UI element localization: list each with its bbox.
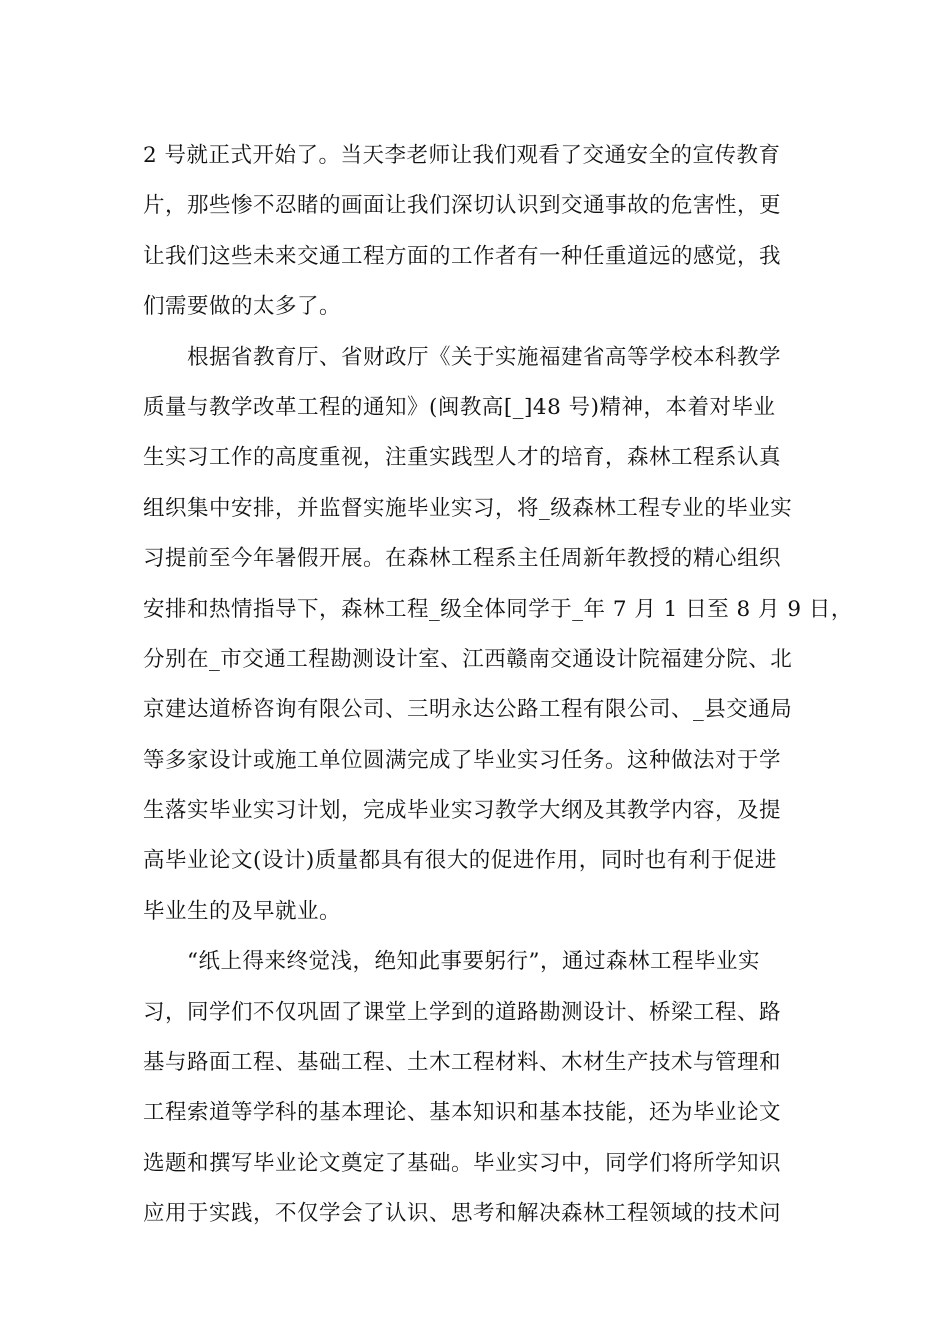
text-line: 们需要做的太多了。 — [143, 294, 342, 320]
text-line: 毕业生的及早就业。 — [143, 898, 342, 924]
paragraph-first-line: “纸上得来终觉浅，绝知此事要躬行”，通过森林工程毕业实 — [187, 949, 760, 975]
text-line: 应用于实践，不仅学会了认识、思考和解决森林工程领域的技术问 — [143, 1201, 782, 1227]
text-line: 京建达道桥咨询有限公司、三明永达公路工程有限公司、_县交通局 — [143, 697, 793, 723]
text-line: 组织集中安排，并监督实施毕业实习，将_级森林工程专业的毕业实 — [143, 495, 793, 521]
text-line: 安排和热情指导下，森林工程_级全体同学于_年 7 月 1 日至 8 月 9 日， — [143, 596, 853, 622]
document-body — [143, 131, 853, 1240]
text-line: 习提前至今年暑假开展。在森林工程系主任周新年教授的精心组织 — [143, 546, 782, 572]
text-line: 等多家设计或施工单位圆满完成了毕业实习任务。这种做法对于学 — [143, 747, 782, 773]
text-line: 片，那些惨不忍睹的画面让我们深切认识到交通事故的危害性，更 — [143, 193, 782, 219]
text-line: 质量与教学改革工程的通知》(闽教高[_]48 号)精神，本着对毕业 — [143, 394, 776, 420]
text-line: 分别在_市交通工程勘测设计室、江西赣南交通设计院福建分院、北 — [143, 646, 793, 672]
text-line: 高毕业论文(设计)质量都具有很大的促进作用，同时也有利于促进 — [143, 848, 777, 874]
text-line: 工程索道等学科的基本理论、基本知识和基本技能，还为毕业论文 — [143, 1100, 782, 1126]
text-line: 2 号就正式开始了。当天李老师让我们观看了交通安全的宣传教育 — [143, 143, 781, 168]
text-line: 选题和撰写毕业论文奠定了基础。毕业实习中，同学们将所学知识 — [143, 1150, 782, 1176]
text-line: 生实习工作的高度重视，注重实践型人才的培育，森林工程系认真 — [143, 445, 782, 471]
text-line: 让我们这些未来交通工程方面的工作者有一种任重道远的感觉，我 — [143, 243, 782, 269]
paragraph-first-line: 根据省教育厅、省财政厅《关于实施福建省高等学校本科教学 — [187, 344, 782, 370]
text-line: 习，同学们不仅巩固了课堂上学到的道路勘测设计、桥梁工程、路 — [143, 999, 782, 1025]
text-line: 生落实毕业实习计划，完成毕业实习教学大纲及其教学内容，及提 — [143, 798, 782, 824]
text-line: 基与路面工程、基础工程、土木工程材料、木材生产技术与管理和 — [143, 1050, 782, 1076]
